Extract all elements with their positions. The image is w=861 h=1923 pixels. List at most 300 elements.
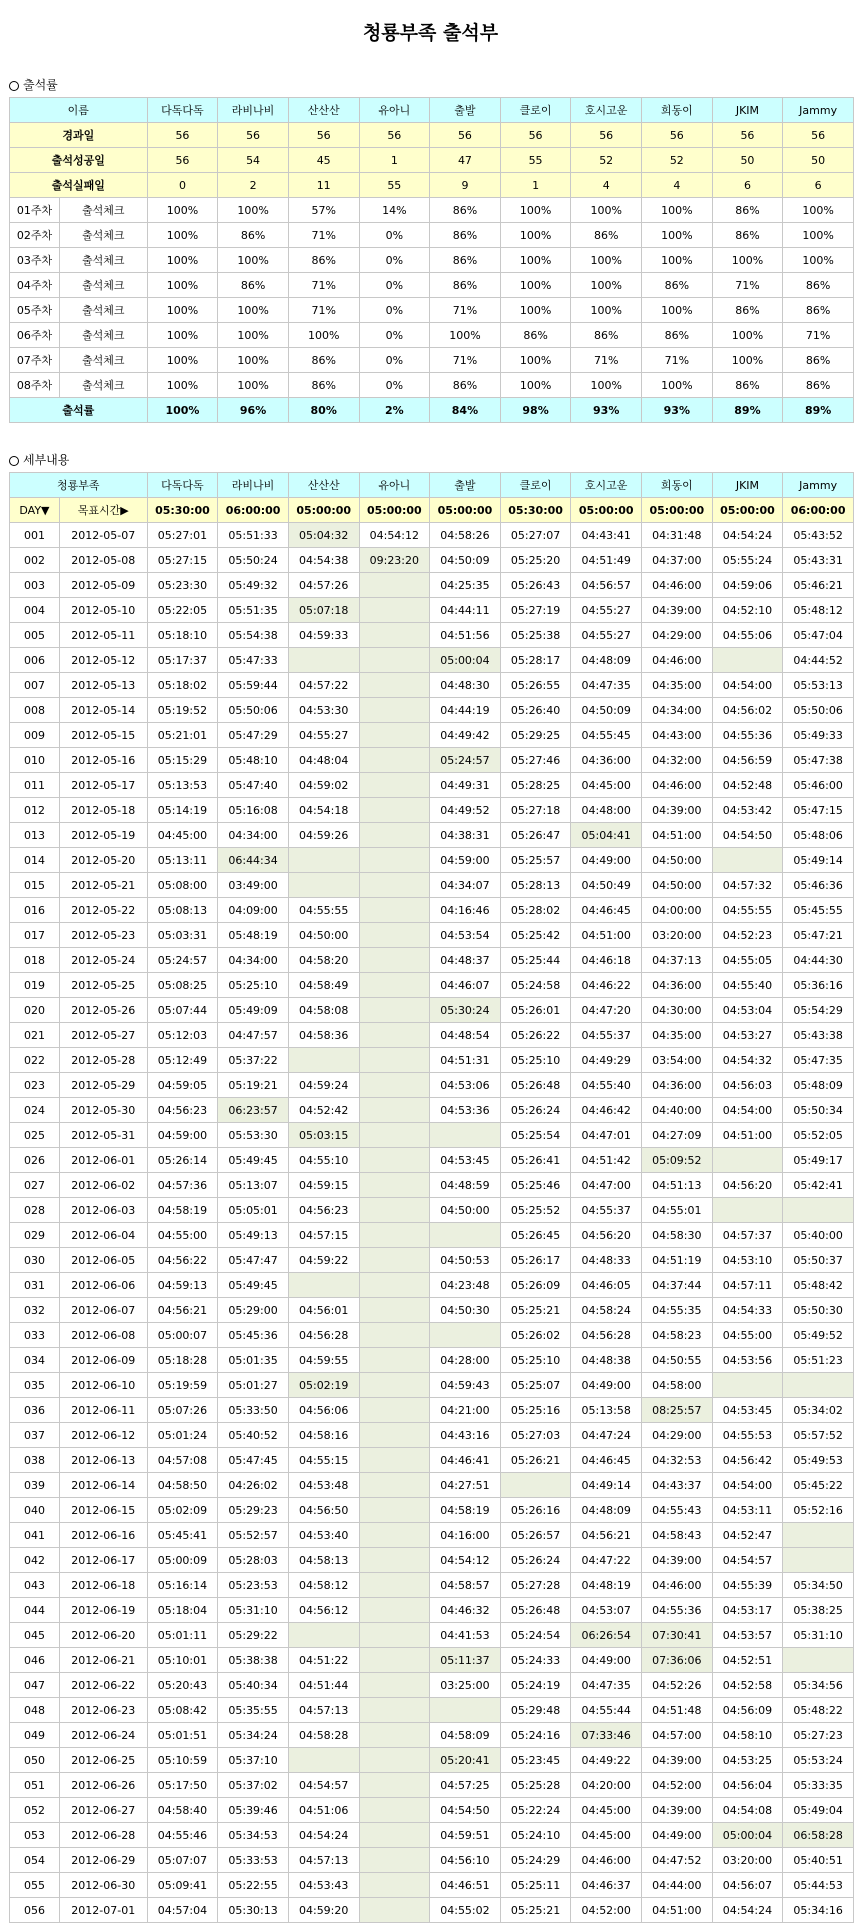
check-in-time: 05:43:31 (783, 548, 854, 573)
check-in-time: 05:26:48 (500, 1073, 571, 1098)
check-in-time: 04:43:00 (642, 723, 713, 748)
check-in-time: 05:25:57 (500, 848, 571, 873)
check-in-time: 04:49:52 (430, 798, 501, 823)
check-in-time: 05:02:19 (288, 1373, 359, 1398)
check-in-time: 04:47:35 (571, 673, 642, 698)
date-cell: 2012-06-04 (59, 1223, 147, 1248)
week-label: 02주차 (10, 223, 60, 248)
check-in-time: 04:35:00 (642, 1023, 713, 1048)
check-in-time: 04:56:06 (288, 1398, 359, 1423)
check-in-time: 04:55:27 (571, 623, 642, 648)
week-rate: 86% (218, 273, 289, 298)
check-in-time: 04:50:00 (430, 1198, 501, 1223)
check-in-time: 05:19:52 (147, 698, 218, 723)
check-in-time (359, 1348, 430, 1373)
check-in-time: 05:46:00 (783, 773, 854, 798)
target-time: 05:00:00 (359, 498, 430, 523)
week-rate: 100% (500, 373, 571, 398)
check-in-time: 05:28:03 (218, 1548, 289, 1573)
check-in-time: 05:00:07 (147, 1323, 218, 1348)
day-number: 028 (10, 1198, 60, 1223)
summary-value: 9 (430, 173, 501, 198)
week-rate: 100% (500, 298, 571, 323)
check-in-time: 05:47:15 (783, 798, 854, 823)
week-row (10, 248, 854, 273)
check-in-time: 05:19:59 (147, 1373, 218, 1398)
check-in-time: 05:17:50 (147, 1773, 218, 1798)
date-cell: 2012-05-15 (59, 723, 147, 748)
day-number: 010 (10, 748, 60, 773)
date-cell: 2012-06-09 (59, 1348, 147, 1373)
detail-row (10, 648, 854, 673)
detail-row (10, 548, 854, 573)
day-number: 007 (10, 673, 60, 698)
check-in-time: 04:58:19 (430, 1498, 501, 1523)
week-rate: 100% (147, 273, 218, 298)
date-cell: 2012-06-23 (59, 1698, 147, 1723)
detail-row (10, 998, 854, 1023)
check-in-time: 04:56:59 (712, 748, 783, 773)
check-in-time: 05:25:46 (500, 1173, 571, 1198)
check-in-time: 04:59:55 (288, 1348, 359, 1373)
check-in-time: 05:08:42 (147, 1698, 218, 1723)
detail-row (10, 1498, 854, 1523)
check-in-time: 04:56:50 (288, 1498, 359, 1523)
summary-value: 4 (571, 173, 642, 198)
check-in-time: 05:34:16 (783, 1898, 854, 1923)
day-number: 034 (10, 1348, 60, 1373)
detail-row (10, 1273, 854, 1298)
check-in-time: 04:23:48 (430, 1273, 501, 1298)
check-in-time: 04:37:13 (642, 948, 713, 973)
week-rate: 86% (712, 198, 783, 223)
detail-row (10, 1448, 854, 1473)
date-cell: 2012-05-28 (59, 1048, 147, 1073)
check-in-time: 04:54:50 (430, 1798, 501, 1823)
day-number: 038 (10, 1448, 60, 1473)
check-in-time: 04:09:00 (218, 898, 289, 923)
day-number: 051 (10, 1773, 60, 1798)
check-in-time (359, 1473, 430, 1498)
detail-row (10, 1048, 854, 1073)
check-in-time: 04:57:25 (430, 1773, 501, 1798)
check-in-time: 04:51:00 (571, 923, 642, 948)
week-rate: 100% (642, 223, 713, 248)
date-cell: 2012-06-30 (59, 1873, 147, 1898)
rate-row (10, 398, 854, 423)
check-in-time: 04:48:30 (430, 673, 501, 698)
check-in-time: 04:55:37 (571, 1023, 642, 1048)
check-in-time: 05:13:58 (571, 1398, 642, 1423)
check-in-time (359, 948, 430, 973)
check-in-time: 04:46:42 (571, 1098, 642, 1123)
check-in-time: 04:58:00 (642, 1373, 713, 1398)
check-in-time (359, 1248, 430, 1273)
week-rate: 100% (147, 298, 218, 323)
day-number: 016 (10, 898, 60, 923)
detail-row (10, 1848, 854, 1873)
check-in-time: 04:51:31 (430, 1048, 501, 1073)
day-number: 031 (10, 1273, 60, 1298)
check-in-time: 05:23:30 (147, 573, 218, 598)
check-in-time (359, 573, 430, 598)
check-in-time (288, 848, 359, 873)
check-in-time: 04:48:54 (430, 1023, 501, 1048)
date-cell: 2012-05-14 (59, 698, 147, 723)
check-in-time: 04:50:00 (642, 848, 713, 873)
check-in-time: 04:55:06 (712, 623, 783, 648)
check-in-time: 05:27:23 (783, 1723, 854, 1748)
date-cell: 2012-06-21 (59, 1648, 147, 1673)
summary-row (10, 148, 854, 173)
day-number: 003 (10, 573, 60, 598)
member-header: 희동이 (642, 98, 713, 123)
check-in-time: 04:38:31 (430, 823, 501, 848)
rate-value: 93% (571, 398, 642, 423)
week-label: 06주차 (10, 323, 60, 348)
week-rate: 100% (783, 223, 854, 248)
check-in-time (359, 848, 430, 873)
summary-value: 56 (218, 123, 289, 148)
detail-row (10, 1398, 854, 1423)
detail-row (10, 523, 854, 548)
detail-row (10, 723, 854, 748)
week-rate: 100% (218, 323, 289, 348)
detail-row (10, 1698, 854, 1723)
day-number: 039 (10, 1473, 60, 1498)
check-in-time: 04:56:23 (288, 1198, 359, 1223)
check-in-time (783, 1548, 854, 1573)
detail-row (10, 773, 854, 798)
rate-value: 93% (642, 398, 713, 423)
check-in-time: 05:04:41 (571, 823, 642, 848)
detail-row (10, 1773, 854, 1798)
detail-row (10, 1373, 854, 1398)
check-in-time: 06:26:54 (571, 1623, 642, 1648)
day-number: 011 (10, 773, 60, 798)
check-in-time: 04:49:29 (571, 1048, 642, 1073)
check-in-time: 04:54:08 (712, 1798, 783, 1823)
check-in-time: 04:54:12 (359, 523, 430, 548)
check-in-time: 05:01:11 (147, 1623, 218, 1648)
check-in-time: 04:52:00 (571, 1898, 642, 1923)
check-in-time: 05:51:35 (218, 598, 289, 623)
check-in-time: 04:54:24 (712, 523, 783, 548)
check-in-time: 05:34:50 (783, 1573, 854, 1598)
check-in-time: 04:45:00 (147, 823, 218, 848)
week-rate: 86% (288, 248, 359, 273)
check-in-time: 04:57:26 (288, 573, 359, 598)
check-in-time: 04:55:39 (712, 1573, 783, 1598)
check-in-time: 05:26:24 (500, 1548, 571, 1573)
check-in-time: 05:24:33 (500, 1648, 571, 1673)
check-in-time (712, 848, 783, 873)
check-in-time: 04:51:44 (288, 1673, 359, 1698)
check-in-time: 04:57:36 (147, 1173, 218, 1198)
check-in-time: 04:47:22 (571, 1548, 642, 1573)
member-header: JKIM (712, 98, 783, 123)
date-cell: 2012-06-25 (59, 1748, 147, 1773)
check-in-time: 05:01:35 (218, 1348, 289, 1373)
summary-value: 56 (359, 123, 430, 148)
check-in-time: 04:57:11 (712, 1273, 783, 1298)
check-in-time: 05:27:18 (500, 798, 571, 823)
week-rate: 100% (712, 323, 783, 348)
day-number: 030 (10, 1248, 60, 1273)
check-in-time (359, 1898, 430, 1923)
check-in-time: 04:39:00 (642, 1748, 713, 1773)
week-rate: 14% (359, 198, 430, 223)
check-in-time: 05:30:13 (218, 1898, 289, 1923)
check-in-time: 04:57:04 (147, 1898, 218, 1923)
day-number: 005 (10, 623, 60, 648)
check-in-time (359, 1398, 430, 1423)
check-in-time: 05:26:41 (500, 1148, 571, 1173)
check-in-time: 04:53:45 (430, 1148, 501, 1173)
check-in-time: 04:48:09 (571, 1498, 642, 1523)
check-in-time (783, 1198, 854, 1223)
target-time: 05:00:00 (642, 498, 713, 523)
check-in-time (359, 973, 430, 998)
day-number: 046 (10, 1648, 60, 1673)
check-in-time: 04:44:52 (783, 648, 854, 673)
date-cell: 2012-05-17 (59, 773, 147, 798)
check-in-time: 05:51:33 (218, 523, 289, 548)
date-cell: 2012-05-30 (59, 1098, 147, 1123)
member-header: JKIM (712, 473, 783, 498)
check-in-time: 05:15:29 (147, 748, 218, 773)
day-number: 054 (10, 1848, 60, 1873)
detail-row (10, 923, 854, 948)
check-in-time: 04:58:57 (430, 1573, 501, 1598)
check-in-time: 04:55:45 (571, 723, 642, 748)
target-time: 06:00:00 (783, 498, 854, 523)
date-cell: 2012-05-19 (59, 823, 147, 848)
check-in-time: 04:59:06 (712, 573, 783, 598)
check-in-time: 04:41:53 (430, 1623, 501, 1648)
check-in-time: 04:56:21 (571, 1523, 642, 1548)
summary-value: 0 (147, 173, 218, 198)
check-in-time: 04:53:07 (571, 1598, 642, 1623)
tribe-header: 청룡부족 (10, 473, 148, 498)
date-cell: 2012-06-15 (59, 1498, 147, 1523)
week-rate: 71% (642, 348, 713, 373)
check-in-time: 04:55:27 (288, 723, 359, 748)
check-in-time: 04:53:11 (712, 1498, 783, 1523)
week-rate: 86% (712, 373, 783, 398)
week-rate: 100% (218, 348, 289, 373)
check-in-time: 05:40:52 (218, 1423, 289, 1448)
check-in-time: 04:51:22 (288, 1648, 359, 1673)
check-in-time: 05:49:04 (783, 1798, 854, 1823)
target-time: 06:00:00 (218, 498, 289, 523)
check-in-time: 05:25:10 (500, 1048, 571, 1073)
rate-value: 89% (783, 398, 854, 423)
check-in-time: 05:09:52 (642, 1148, 713, 1173)
member-header: 출발 (430, 473, 501, 498)
week-rate: 100% (571, 248, 642, 273)
member-header: 라비나비 (218, 473, 289, 498)
check-in-time: 04:50:00 (642, 873, 713, 898)
check-in-time (359, 1623, 430, 1648)
check-in-time: 05:50:37 (783, 1248, 854, 1273)
check-in-time: 05:08:13 (147, 898, 218, 923)
detail-row (10, 1723, 854, 1748)
week-rate: 86% (430, 248, 501, 273)
member-header: 호시고운 (571, 473, 642, 498)
check-in-time: 04:46:18 (571, 948, 642, 973)
check-in-time: 05:25:11 (500, 1873, 571, 1898)
check-in-time: 04:46:51 (430, 1873, 501, 1898)
check-in-time: 04:51:00 (642, 823, 713, 848)
date-cell: 2012-05-31 (59, 1123, 147, 1148)
check-in-time: 04:59:20 (288, 1898, 359, 1923)
check-in-time: 04:45:00 (571, 773, 642, 798)
check-in-time: 04:52:10 (712, 598, 783, 623)
check-in-time (430, 1223, 501, 1248)
detail-row (10, 1573, 854, 1598)
check-in-time: 04:25:35 (430, 573, 501, 598)
check-in-time: 04:51:19 (642, 1248, 713, 1273)
check-in-time: 04:54:38 (288, 548, 359, 573)
check-in-time: 03:49:00 (218, 873, 289, 898)
date-cell: 2012-05-21 (59, 873, 147, 898)
check-in-time: 04:51:06 (288, 1798, 359, 1823)
check-in-time (359, 1698, 430, 1723)
week-rate: 86% (571, 223, 642, 248)
check-in-time: 04:58:13 (288, 1548, 359, 1573)
check-in-time: 06:44:34 (218, 848, 289, 873)
check-in-time: 05:48:10 (218, 748, 289, 773)
check-in-time: 04:59:33 (288, 623, 359, 648)
target-time: 05:00:00 (288, 498, 359, 523)
week-rate: 100% (147, 323, 218, 348)
summary-row-label: 출석실패일 (10, 173, 148, 198)
check-in-time: 05:50:06 (783, 698, 854, 723)
check-in-time: 04:56:04 (712, 1773, 783, 1798)
week-check-label: 출석체크 (59, 373, 147, 398)
week-rate: 100% (147, 373, 218, 398)
check-in-time: 05:25:52 (500, 1198, 571, 1223)
check-in-time: 05:22:05 (147, 598, 218, 623)
check-in-time: 07:30:41 (642, 1623, 713, 1648)
check-in-time: 04:53:25 (712, 1748, 783, 1773)
check-in-time: 05:26:01 (500, 998, 571, 1023)
check-in-time: 05:50:30 (783, 1298, 854, 1323)
check-in-time: 05:40:34 (218, 1673, 289, 1698)
check-in-time: 04:45:00 (571, 1798, 642, 1823)
day-number: 049 (10, 1723, 60, 1748)
check-in-time (359, 1748, 430, 1773)
check-in-time: 04:48:19 (571, 1573, 642, 1598)
date-cell: 2012-05-13 (59, 673, 147, 698)
date-cell: 2012-05-22 (59, 898, 147, 923)
check-in-time (359, 1298, 430, 1323)
check-in-time: 05:26:22 (500, 1023, 571, 1048)
week-rate: 100% (500, 273, 571, 298)
date-cell: 2012-06-03 (59, 1198, 147, 1223)
check-in-time: 05:00:04 (712, 1823, 783, 1848)
check-in-time: 04:32:00 (642, 748, 713, 773)
check-in-time: 04:36:00 (642, 1073, 713, 1098)
check-in-time: 05:25:10 (500, 1348, 571, 1373)
check-in-time: 04:57:22 (288, 673, 359, 698)
check-in-time: 04:55:02 (430, 1898, 501, 1923)
check-in-time (359, 1048, 430, 1073)
week-rate: 100% (642, 248, 713, 273)
check-in-time: 04:55:36 (712, 723, 783, 748)
check-in-time: 05:29:00 (218, 1298, 289, 1323)
check-in-time: 05:59:44 (218, 673, 289, 698)
date-cell: 2012-06-18 (59, 1573, 147, 1598)
check-in-time: 04:47:20 (571, 998, 642, 1023)
check-in-time: 04:54:57 (712, 1548, 783, 1573)
check-in-time (712, 1148, 783, 1173)
check-in-time: 05:52:16 (783, 1498, 854, 1523)
check-in-time: 04:48:37 (430, 948, 501, 973)
check-in-time (359, 1823, 430, 1848)
week-rate: 86% (288, 348, 359, 373)
check-in-time: 05:05:01 (218, 1198, 289, 1223)
check-in-time: 04:56:21 (147, 1298, 218, 1323)
date-cell: 2012-06-13 (59, 1448, 147, 1473)
week-rate: 100% (783, 248, 854, 273)
check-in-time: 04:53:30 (288, 698, 359, 723)
date-cell: 2012-05-11 (59, 623, 147, 648)
week-rate: 71% (783, 323, 854, 348)
check-in-time (359, 1548, 430, 1573)
check-in-time: 05:07:18 (288, 598, 359, 623)
date-cell: 2012-06-01 (59, 1148, 147, 1173)
check-in-time: 05:25:21 (500, 1898, 571, 1923)
check-in-time: 04:56:23 (147, 1098, 218, 1123)
check-in-time: 04:55:15 (288, 1448, 359, 1473)
summary-value: 56 (147, 123, 218, 148)
detail-row (10, 1248, 854, 1273)
check-in-time: 04:34:07 (430, 873, 501, 898)
check-in-time: 03:54:00 (642, 1048, 713, 1073)
summary-row-label: 출석성공일 (10, 148, 148, 173)
check-in-time: 05:12:03 (147, 1023, 218, 1048)
date-cell: 2012-06-08 (59, 1323, 147, 1348)
check-in-time: 04:46:37 (571, 1873, 642, 1898)
date-cell: 2012-06-17 (59, 1548, 147, 1573)
detail-row (10, 1023, 854, 1048)
check-in-time: 05:53:13 (783, 673, 854, 698)
check-in-time: 05:34:02 (783, 1398, 854, 1423)
check-in-time: 04:39:00 (642, 798, 713, 823)
check-in-time: 05:46:21 (783, 573, 854, 598)
check-in-time (359, 1023, 430, 1048)
check-in-time: 04:47:35 (571, 1673, 642, 1698)
check-in-time: 05:25:21 (500, 1298, 571, 1323)
check-in-time: 05:34:24 (218, 1723, 289, 1748)
check-in-time: 05:37:10 (218, 1748, 289, 1773)
check-in-time: 04:56:28 (288, 1323, 359, 1348)
week-rate: 100% (571, 198, 642, 223)
section-attendance-rate-label: 출석률 (23, 78, 58, 92)
check-in-time: 04:57:13 (288, 1848, 359, 1873)
date-cell: 2012-05-26 (59, 998, 147, 1023)
detail-row (10, 973, 854, 998)
check-in-time: 04:52:51 (712, 1648, 783, 1673)
check-in-time: 05:47:47 (218, 1248, 289, 1273)
date-cell: 2012-06-28 (59, 1823, 147, 1848)
check-in-time: 04:58:36 (288, 1023, 359, 1048)
week-rate: 0% (359, 223, 430, 248)
check-in-time: 05:26:55 (500, 673, 571, 698)
summary-value: 56 (288, 123, 359, 148)
